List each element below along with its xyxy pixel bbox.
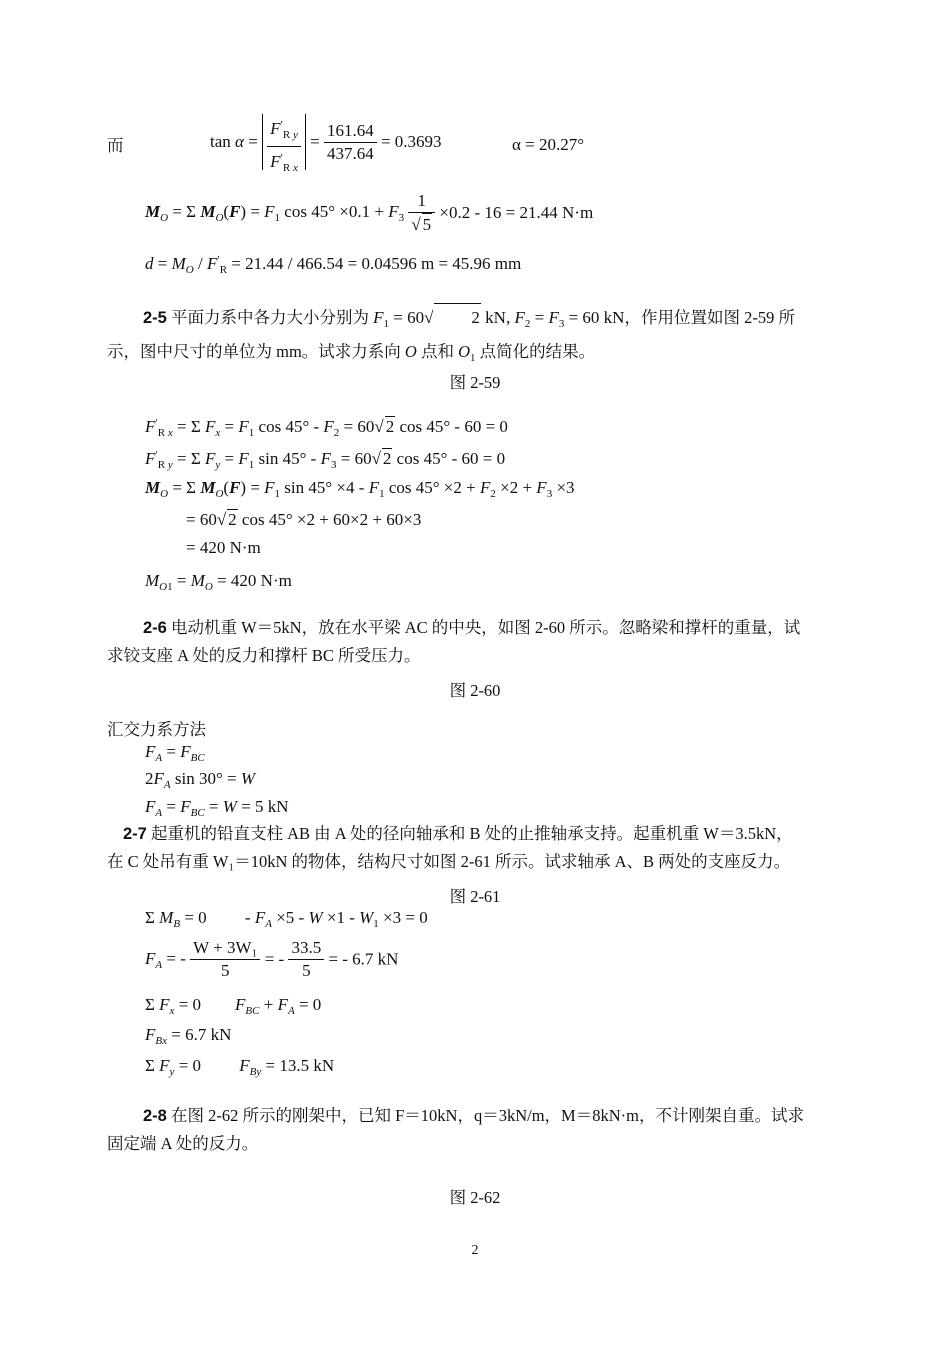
problem-2-6-statement: 2-6 电动机重 W＝5kN，放在水平梁 AC 的中央，如图 2-60 所示。忽略梁和撑杆的重量，试 求铰支座 A 处的反力和撑杆 BC 所受压力。 bbox=[107, 618, 801, 665]
d-result: = 21.44 / 466.54 = 0.04596 m = 45.96 mm bbox=[231, 254, 522, 273]
sum-mb-equation: Σ $M_B = 0$ - $F_A \times 5 - W \times 1 - W_1 \times 3 = 0$ bbox=[145, 908, 428, 930]
figure-2-62-caption: 图 2-62 bbox=[449, 1188, 501, 1207]
fa-result-2-6: $F_A = F_{BC} = W = 5$ kN bbox=[145, 797, 289, 819]
fry-equation: $F'_{R y} = \Sigma$ $F_y = F_1$ $\sin 45^\circ - F_3 = 60√$ 2 cos 45° - 60 = 0 bbox=[145, 449, 506, 471]
page-number: 2 bbox=[471, 1243, 479, 1258]
frx-equation: $F'_{R x} = \Sigma$ $F_x = F_1$ $\cos 45^\circ - F_2 = 60√$ 2 cos 45° - 60 = 0 bbox=[145, 417, 508, 439]
tan-frac-den: 437.64 bbox=[326, 143, 374, 163]
fa-2-7-equation: $F_A$ = - $\frac{\text{W + 3W₁}}{5}$ = - $\frac{33.5}{5}$ = - 6.7 kN bbox=[145, 938, 399, 980]
alpha-value: α = 20.27° bbox=[512, 135, 585, 154]
problem-2-8-statement: 2-8 在图 2-62 所示的刚架中，已知 F＝10kN，q＝3kN/m，M＝8kN·m，不计刚架自重。试求 固定端 A 处的反力。 bbox=[107, 1106, 804, 1153]
er-label: 而 bbox=[107, 136, 124, 155]
figure-2-59-caption: 图 2-59 bbox=[449, 373, 501, 392]
sin30-equation: $2F_A$ sin 30° = W bbox=[145, 769, 256, 791]
method-label: 汇交力系方法 bbox=[107, 720, 206, 739]
mo-equation: $M_O = \Sigma$ $M_O(F) = F_1$ $\cos 45^\circ \times 0.1 + F_3$ $\frac{1}{√ 5}$ ×0.2 - 16 = 21.44 N·m bbox=[145, 191, 594, 234]
tan-result: = 0.3693 bbox=[380, 132, 442, 151]
figure-2-60-caption: 图 2-60 bbox=[449, 681, 501, 700]
mo-2-5-step: = 60√ 2 cos 45° ×2 + 60×2 + 60×3 bbox=[186, 510, 422, 529]
fbx-result: $F_{Bx} = 6.7$ kN bbox=[145, 1025, 232, 1047]
figure-2-61-caption: 图 2-61 bbox=[449, 887, 501, 906]
fa-fbc-equal: $F_A = F_{BC}$ bbox=[145, 742, 205, 764]
sum-fy-equation: Σ $F_y = 0$ $F_{By} = 13.5$ kN bbox=[145, 1056, 335, 1078]
sum-fx-equation: Σ $F_x = 0$ $F_{BC} + F_A = 0$ bbox=[145, 995, 322, 1017]
problem-2-5-number: 2-5 bbox=[143, 309, 167, 327]
mo1-equation: $M_{O1} = M_O = 420$ N·m bbox=[145, 571, 292, 593]
problem-2-5-statement: 2-5 平面力系中各力大小分别为 $F_1 = 60√$ 2 kN, $F_2 = F_3 = 60$ kN，作用位置如图 2-59 所 示，图中尺寸的单位为 mm。试求力系向 O 点和 $O_1$ 点简化的结果。 bbox=[107, 303, 847, 372]
problem-2-7-statement: 2-7 起重机的铅直支柱 AB 由 A 处的径向轴承和 B 处的止推轴承支持。起重机重 W＝3.5kN， 在 C 处吊有重 W₁＝10kN 的物体，结构尺寸如图 2-61 所示。试求轴承 A、B 两处的支座反力。 bbox=[107, 824, 793, 871]
problem-2-8-number: 2-8 bbox=[143, 1107, 167, 1125]
tan-frac-num: 161.64 bbox=[324, 120, 377, 143]
tan-alpha-equation: tan α = $\frac{F'_{R y}}{F'_{R x}}$ = $\frac{161.64}{437.64}$ = 0.3693 bbox=[210, 114, 442, 170]
problem-2-7-number: 2-7 bbox=[123, 825, 147, 843]
d-equation: $d = M_O / F'_R = 21.44 / 466.54 = 0.04596$ m = 45.96 mm bbox=[145, 254, 522, 276]
mo-tail: ×0.2 - 16 = 21.44 N·m bbox=[439, 203, 594, 222]
mo-2-5-result: = 420 N·m bbox=[186, 538, 261, 557]
mo-2-5-equation: $M_O = \Sigma$ $M_O(F) = F_1$ $\sin 45^\circ \times 4 - F_1$ $\cos 45^\circ \times 2 + F_2 \times 2 + F_3 \times 3$ bbox=[145, 478, 575, 500]
problem-2-6-number: 2-6 bbox=[143, 619, 167, 637]
